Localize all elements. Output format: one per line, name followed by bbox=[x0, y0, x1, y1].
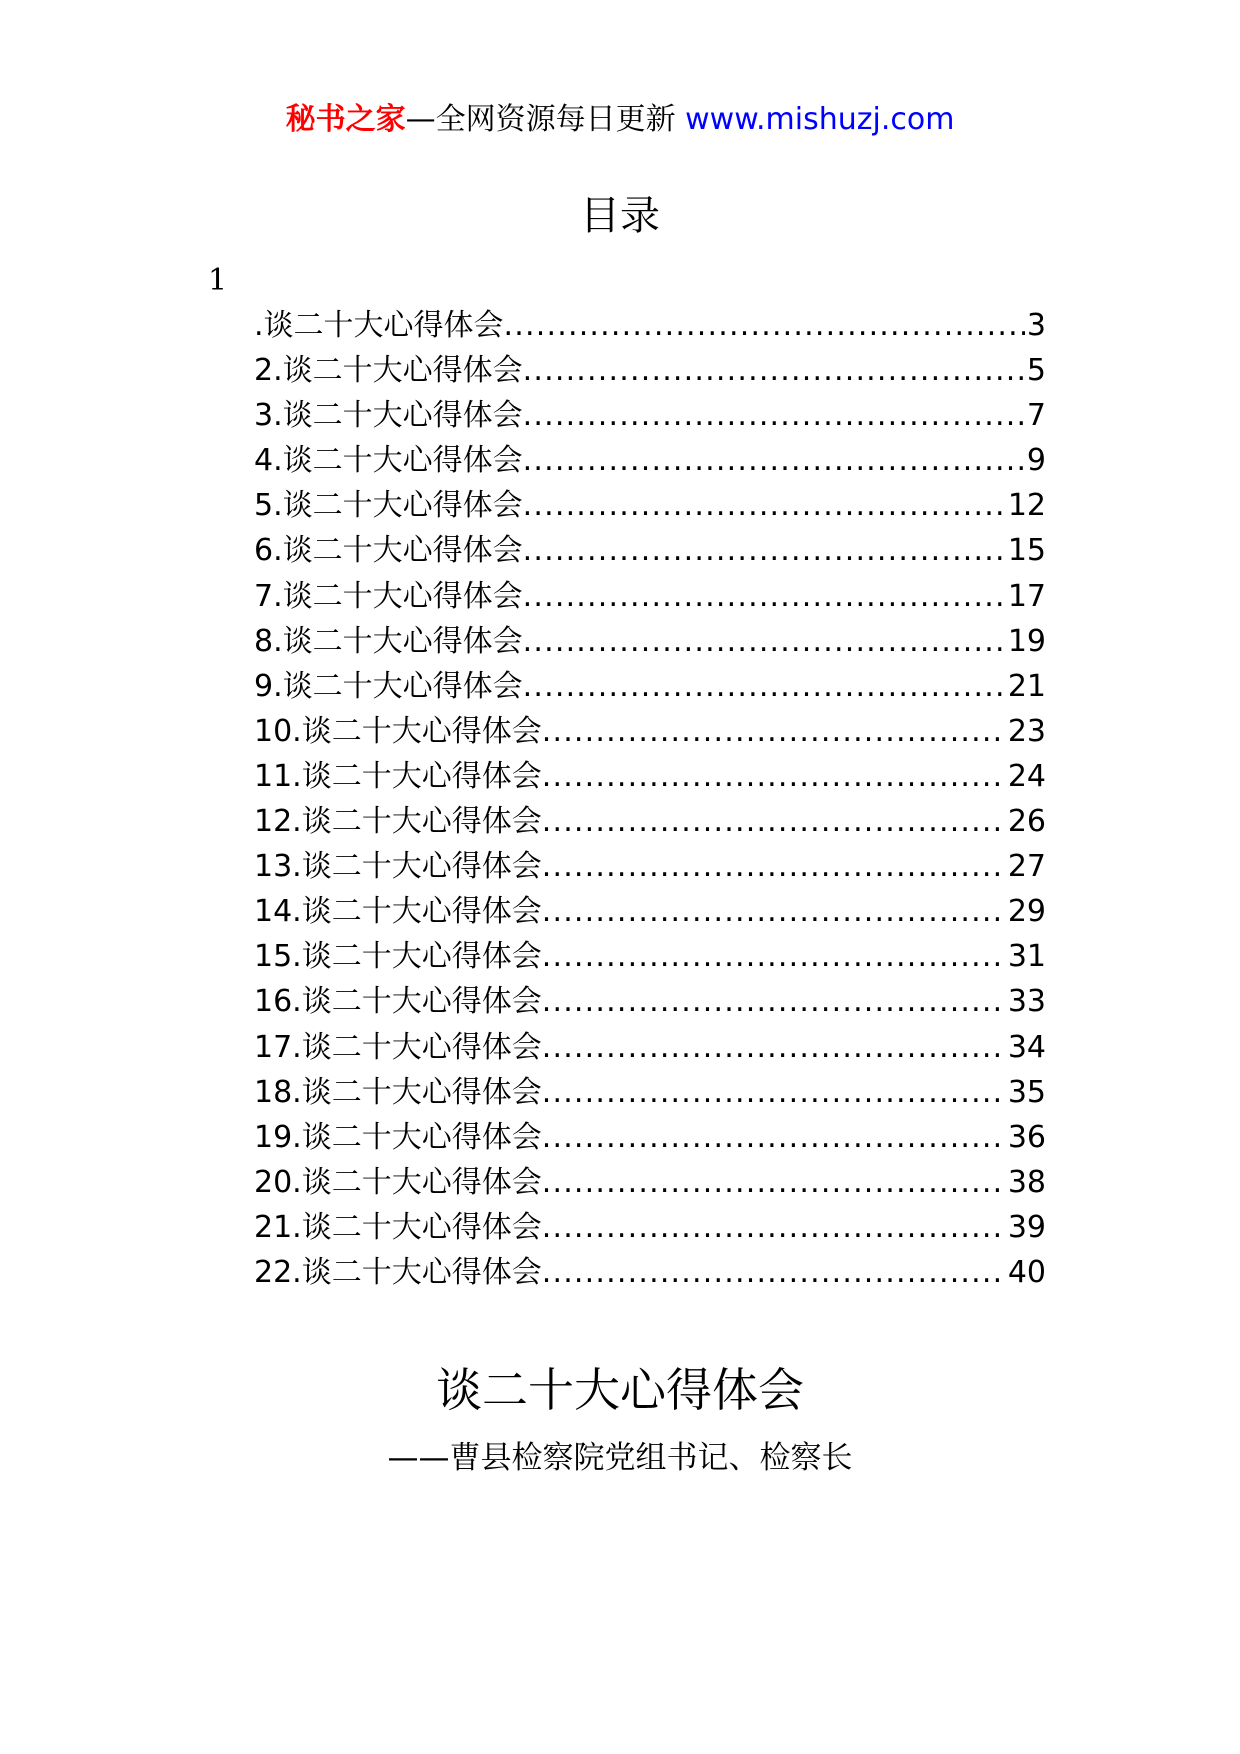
toc-dot-leader bbox=[542, 982, 1006, 1022]
toc-entry[interactable] bbox=[254, 1253, 1046, 1298]
toc-dot-leader bbox=[523, 351, 1025, 391]
toc-dot-leader bbox=[542, 757, 1006, 797]
toc-entry[interactable] bbox=[254, 937, 1046, 982]
toc-entry-label: 4.谈二十大心得体会 bbox=[254, 443, 523, 479]
toc-entry-label: 8.谈二十大心得体会 bbox=[254, 623, 523, 659]
toc-dot-leader bbox=[542, 1118, 1006, 1158]
toc-entry-label: 7.谈二十大心得体会 bbox=[254, 578, 523, 614]
toc-entry-page: 33 bbox=[1007, 984, 1046, 1020]
toc-dot-leader bbox=[542, 802, 1006, 842]
toc-dot-leader bbox=[523, 441, 1025, 481]
toc-entry-page: 21 bbox=[1007, 668, 1046, 704]
toc-dot-leader bbox=[523, 667, 1006, 707]
toc-entry-label: 6.谈二十大心得体会 bbox=[254, 533, 523, 569]
toc-dot-leader bbox=[542, 1163, 1006, 1203]
toc-entry-label: 17.谈二十大心得体会 bbox=[254, 1029, 542, 1065]
toc-dot-leader bbox=[542, 937, 1006, 977]
toc-entry-label: 13.谈二十大心得体会 bbox=[254, 849, 542, 885]
toc-entry-page: 26 bbox=[1007, 804, 1046, 840]
toc-entry-page: 24 bbox=[1007, 758, 1046, 794]
toc-entry-page: 9 bbox=[1026, 443, 1046, 479]
toc-entry-label: 9.谈二十大心得体会 bbox=[254, 668, 523, 704]
toc-entry[interactable] bbox=[254, 667, 1046, 712]
toc-entry[interactable] bbox=[254, 982, 1046, 1027]
toc-entry-page: 7 bbox=[1026, 398, 1046, 434]
toc-entry-label: 12.谈二十大心得体会 bbox=[254, 804, 542, 840]
toc-title: 目录 bbox=[580, 193, 660, 239]
article-subtitle: ——曹县检察院党组书记、检察长 bbox=[387, 1440, 853, 1476]
toc-entry[interactable] bbox=[254, 802, 1046, 847]
toc-dot-leader bbox=[523, 396, 1025, 436]
toc-dot-leader bbox=[523, 622, 1006, 662]
toc-entry-page: 15 bbox=[1007, 533, 1046, 569]
toc-dot-leader bbox=[542, 892, 1006, 932]
toc-entry-label: 22.谈二十大心得体会 bbox=[254, 1254, 542, 1290]
toc-entry-page: 27 bbox=[1007, 849, 1046, 885]
toc-entry-page: 5 bbox=[1026, 353, 1046, 389]
toc-entry-label: 21.谈二十大心得体会 bbox=[254, 1209, 542, 1245]
toc-entry-label: 18.谈二十大心得体会 bbox=[254, 1074, 542, 1110]
toc-entry-label: .谈二十大心得体会 bbox=[254, 308, 504, 343]
toc-entry-page: 17 bbox=[1007, 578, 1046, 614]
toc-entry[interactable] bbox=[254, 441, 1046, 486]
toc-entry-page: 40 bbox=[1007, 1254, 1046, 1290]
toc-entry-page: 39 bbox=[1007, 1209, 1046, 1245]
toc-entry-label: 14.谈二十大心得体会 bbox=[254, 894, 542, 930]
toc-entry[interactable] bbox=[254, 622, 1046, 667]
toc-marker: 1 bbox=[208, 263, 228, 298]
toc-entry[interactable] bbox=[254, 1073, 1046, 1118]
toc-dot-leader bbox=[542, 1253, 1006, 1293]
toc-entry[interactable] bbox=[254, 577, 1046, 622]
toc-entry-page: 31 bbox=[1007, 939, 1046, 975]
toc-entry[interactable] bbox=[254, 892, 1046, 937]
site-header bbox=[0, 100, 1240, 140]
toc-dot-leader bbox=[542, 1208, 1006, 1248]
toc-entry[interactable] bbox=[254, 351, 1046, 396]
toc-entry-label: 20.谈二十大心得体会 bbox=[254, 1164, 542, 1200]
toc-dot-leader bbox=[542, 712, 1006, 752]
toc-entry[interactable] bbox=[254, 306, 1046, 351]
toc-entry[interactable] bbox=[254, 531, 1046, 576]
toc-dot-leader bbox=[523, 531, 1006, 571]
toc-entry-page: 23 bbox=[1007, 713, 1046, 749]
toc-entry-page: 19 bbox=[1007, 623, 1046, 659]
toc-entry-page: 35 bbox=[1007, 1074, 1046, 1110]
toc-dot-leader bbox=[542, 847, 1006, 887]
toc-entry-label: 11.谈二十大心得体会 bbox=[254, 758, 542, 794]
toc-entry[interactable] bbox=[254, 757, 1046, 802]
toc-entry[interactable] bbox=[254, 1208, 1046, 1253]
toc-entry[interactable] bbox=[254, 1028, 1046, 1073]
toc-entry-page: 3 bbox=[1026, 308, 1046, 343]
toc-entry[interactable] bbox=[254, 847, 1046, 892]
toc-dot-leader bbox=[542, 1028, 1006, 1068]
article-title: 谈二十大心得体会 bbox=[436, 1363, 804, 1417]
toc-entry-page: 36 bbox=[1007, 1119, 1046, 1155]
toc-entry[interactable] bbox=[254, 1163, 1046, 1208]
toc-entry[interactable] bbox=[254, 1118, 1046, 1163]
toc-dot-leader bbox=[542, 1073, 1006, 1113]
toc-dot-leader bbox=[504, 306, 1025, 346]
site-url-link[interactable]: www.mishuzj.com bbox=[685, 102, 955, 137]
toc-entry-label: 2.谈二十大心得体会 bbox=[254, 353, 523, 389]
toc-entry[interactable] bbox=[254, 486, 1046, 531]
toc-entry-page: 38 bbox=[1007, 1164, 1046, 1200]
toc-entry-page: 12 bbox=[1007, 488, 1046, 524]
toc-entry-label: 5.谈二十大心得体会 bbox=[254, 488, 523, 524]
toc-entry[interactable] bbox=[254, 396, 1046, 441]
toc-entry-label: 15.谈二十大心得体会 bbox=[254, 939, 542, 975]
brand-name: 秘书之家 bbox=[285, 102, 406, 137]
site-tagline: —全网资源每日更新 bbox=[405, 102, 676, 137]
toc-dot-leader bbox=[523, 577, 1006, 617]
toc-entry[interactable] bbox=[254, 712, 1046, 757]
toc-dot-leader bbox=[523, 486, 1006, 526]
toc-entry-label: 16.谈二十大心得体会 bbox=[254, 984, 542, 1020]
toc-entry-label: 10.谈二十大心得体会 bbox=[254, 713, 542, 749]
toc-entry-label: 19.谈二十大心得体会 bbox=[254, 1119, 542, 1155]
toc-list bbox=[254, 306, 1046, 1298]
toc-entry-page: 34 bbox=[1007, 1029, 1046, 1065]
toc-entry-page: 29 bbox=[1007, 894, 1046, 930]
toc-entry-label: 3.谈二十大心得体会 bbox=[254, 398, 523, 434]
